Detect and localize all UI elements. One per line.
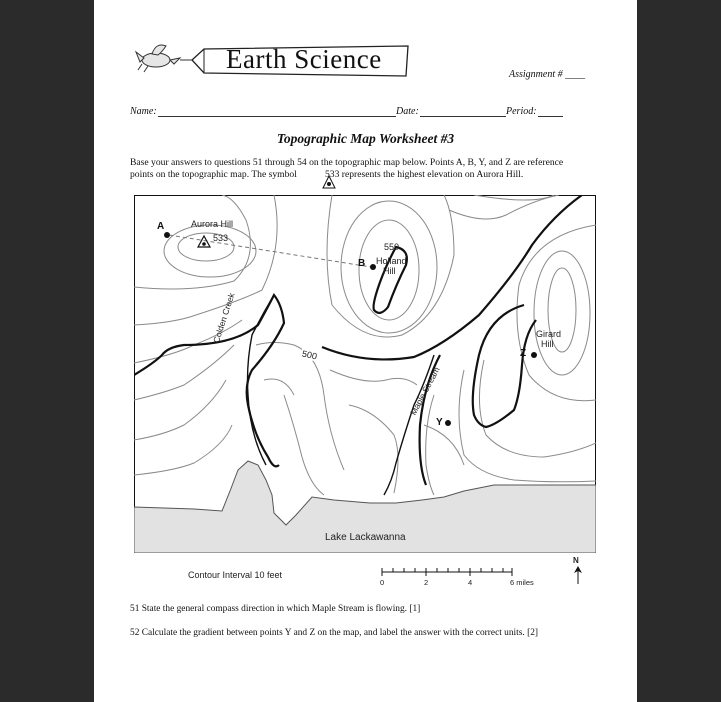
scale-label-0: 0 — [380, 578, 385, 587]
point-z-marker — [531, 352, 537, 358]
question-51: 51 State the general compass direction in which Maple Stream is flowing. [1] — [130, 604, 421, 614]
label-contour-500: 500 — [301, 348, 318, 362]
name-field[interactable] — [158, 116, 396, 117]
label-point-y: Y — [436, 417, 443, 428]
scale-label-4: 4 — [468, 578, 473, 587]
label-lake-lackawanna: Lake Lackawanna — [325, 532, 406, 543]
label-girard-hill-2: Hill — [541, 339, 554, 349]
north-arrow-icon — [573, 566, 583, 584]
label-holland-elevation: 550 — [384, 242, 400, 252]
banner-title: Earth Science — [226, 44, 382, 74]
point-y-marker — [445, 420, 451, 426]
label-point-a: A — [157, 221, 165, 232]
period-field[interactable] — [538, 116, 563, 117]
name-label: Name: — [130, 106, 157, 117]
worksheet-page — [94, 0, 637, 702]
period-label: Period: — [506, 106, 537, 117]
label-point-z: Z — [520, 348, 527, 359]
label-aurora-elevation: 533 — [213, 233, 229, 243]
worksheet-title: Topographic Map Worksheet #3 — [276, 131, 455, 146]
intro-line-2-end: 533 represents the highest elevation on Aurora Hill. — [325, 169, 524, 180]
topographic-map — [134, 195, 596, 553]
scale-label-6: 6 miles — [510, 578, 534, 587]
scale-bar — [380, 568, 520, 580]
label-holland-hill-2: Hill — [383, 266, 396, 276]
scale-label-2: 2 — [424, 578, 429, 587]
label-point-b: B — [358, 258, 366, 269]
contour-interval-label: Contour Interval 10 feet — [188, 570, 283, 580]
date-label: Date: — [396, 106, 419, 117]
intro-line-1: Base your answers to questions 51 through 54 on the topographic map below. Points A, B, Y, and Z are reference — [130, 157, 564, 168]
date-field[interactable] — [420, 116, 506, 117]
question-52: 52 Calculate the gradient between points Y and Z on the map, and label the answer with the correct units. [2] — [130, 628, 539, 638]
north-label: N — [573, 556, 579, 565]
intro-line-2-start: points on the topographic map. The symbol — [130, 169, 297, 180]
label-girard-hill-1: Girard — [536, 329, 562, 339]
label-holland-hill-1: Holland — [376, 256, 407, 266]
assignment-label: Assignment # ____ — [509, 69, 586, 80]
point-a-marker — [164, 232, 170, 238]
bird-logo-icon — [136, 45, 180, 72]
label-colden-creek: Colden Creek — [211, 291, 237, 345]
label-aurora-hill: Aurora Hill — [191, 219, 234, 229]
label-maple-stream: Maple Stream — [408, 365, 442, 417]
